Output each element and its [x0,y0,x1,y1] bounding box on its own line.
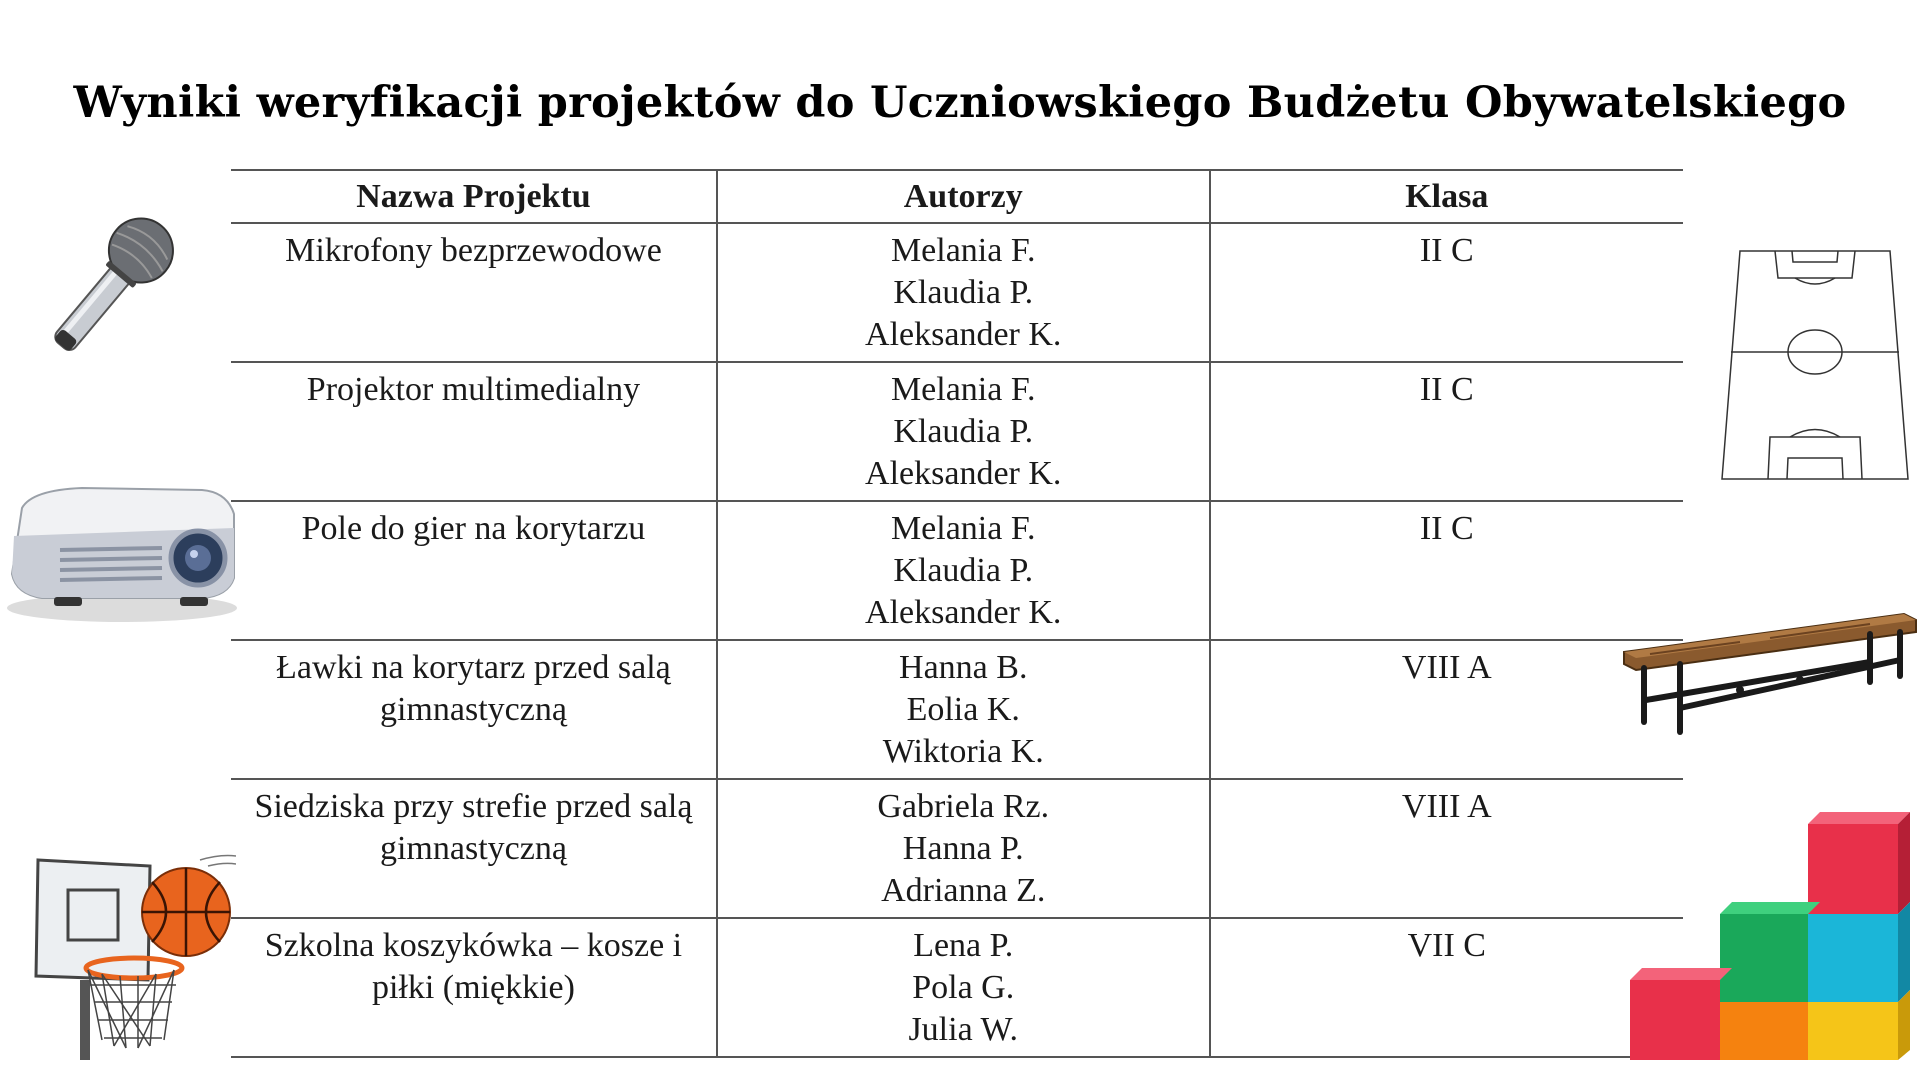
project-name-cell [231,640,717,779]
header-authors: Autorzy [717,170,1210,223]
authors-cell [717,223,1210,362]
project-name: Ławki na korytarz przed salą [276,649,671,686]
page-title: Wyniki weryfikacji projektów do Uczniowskiego Budżetu Obywatelskiego [73,78,1847,128]
author: Klaudia P. [893,413,1034,450]
header-class: Klasa [1210,170,1683,223]
author: Melania F. [890,371,1036,408]
results-table [231,169,1683,1058]
table-row [231,918,1683,1057]
microphone-icon [34,200,190,370]
author: Hanna B. [899,649,1028,686]
author: Wiktoria K. [882,733,1044,770]
projector-icon [2,478,242,626]
authors-cell [717,501,1210,640]
author: Julia W. [908,1011,1019,1048]
project-name: Siedziska przy strefie przed salą [254,788,693,825]
project-name-cell [231,918,717,1057]
project-name: Projektor multimedialny [306,371,641,408]
table-row [231,362,1683,501]
class-cell: II C [1210,223,1683,362]
author: Pola G. [912,969,1015,1006]
author: Aleksander K. [865,455,1062,492]
table-row [231,640,1683,779]
author: Hanna P. [902,830,1024,867]
basketball-hoop-icon [30,850,236,1060]
class-cell: VIII A [1210,779,1683,918]
authors-cell [717,640,1210,779]
author: Aleksander K. [865,316,1062,353]
class-cell: VII C [1210,918,1683,1057]
authors-cell [717,779,1210,918]
project-name: piłki (miękkie) [371,969,575,1006]
project-name: Pole do gier na korytarzu [301,510,646,547]
project-name: gimnastyczną [379,691,567,728]
football-pitch-icon [1720,250,1910,482]
project-name-cell [231,779,717,918]
class-cell: II C [1210,362,1683,501]
author: Lena P. [913,927,1014,964]
colorful-blocks-icon [1628,810,1920,1060]
author: Aleksander K. [865,594,1062,631]
author: Adrianna Z. [881,872,1046,909]
class-cell: II C [1210,501,1683,640]
author: Gabriela Rz. [877,788,1050,825]
table-row [231,501,1683,640]
project-name: Szkolna koszykówka – kosze i [264,927,683,964]
class-cell: VIII A [1210,640,1683,779]
author: Eolia K. [906,691,1020,728]
project-name: gimnastyczną [379,830,567,867]
table-row [231,223,1683,362]
author: Klaudia P. [893,274,1034,311]
project-name: Mikrofony bezprzewodowe [285,232,662,269]
table-row [231,779,1683,918]
author: Klaudia P. [893,552,1034,589]
project-name-cell [231,223,717,362]
header-project-name: Nazwa Projektu [356,177,591,215]
author: Melania F. [890,232,1036,269]
project-name-cell [231,501,717,640]
project-name-cell [231,362,717,501]
authors-cell [717,918,1210,1057]
table-header-row [231,170,1683,223]
authors-cell [717,362,1210,501]
bench-icon [1620,604,1920,744]
author: Melania F. [890,510,1036,547]
